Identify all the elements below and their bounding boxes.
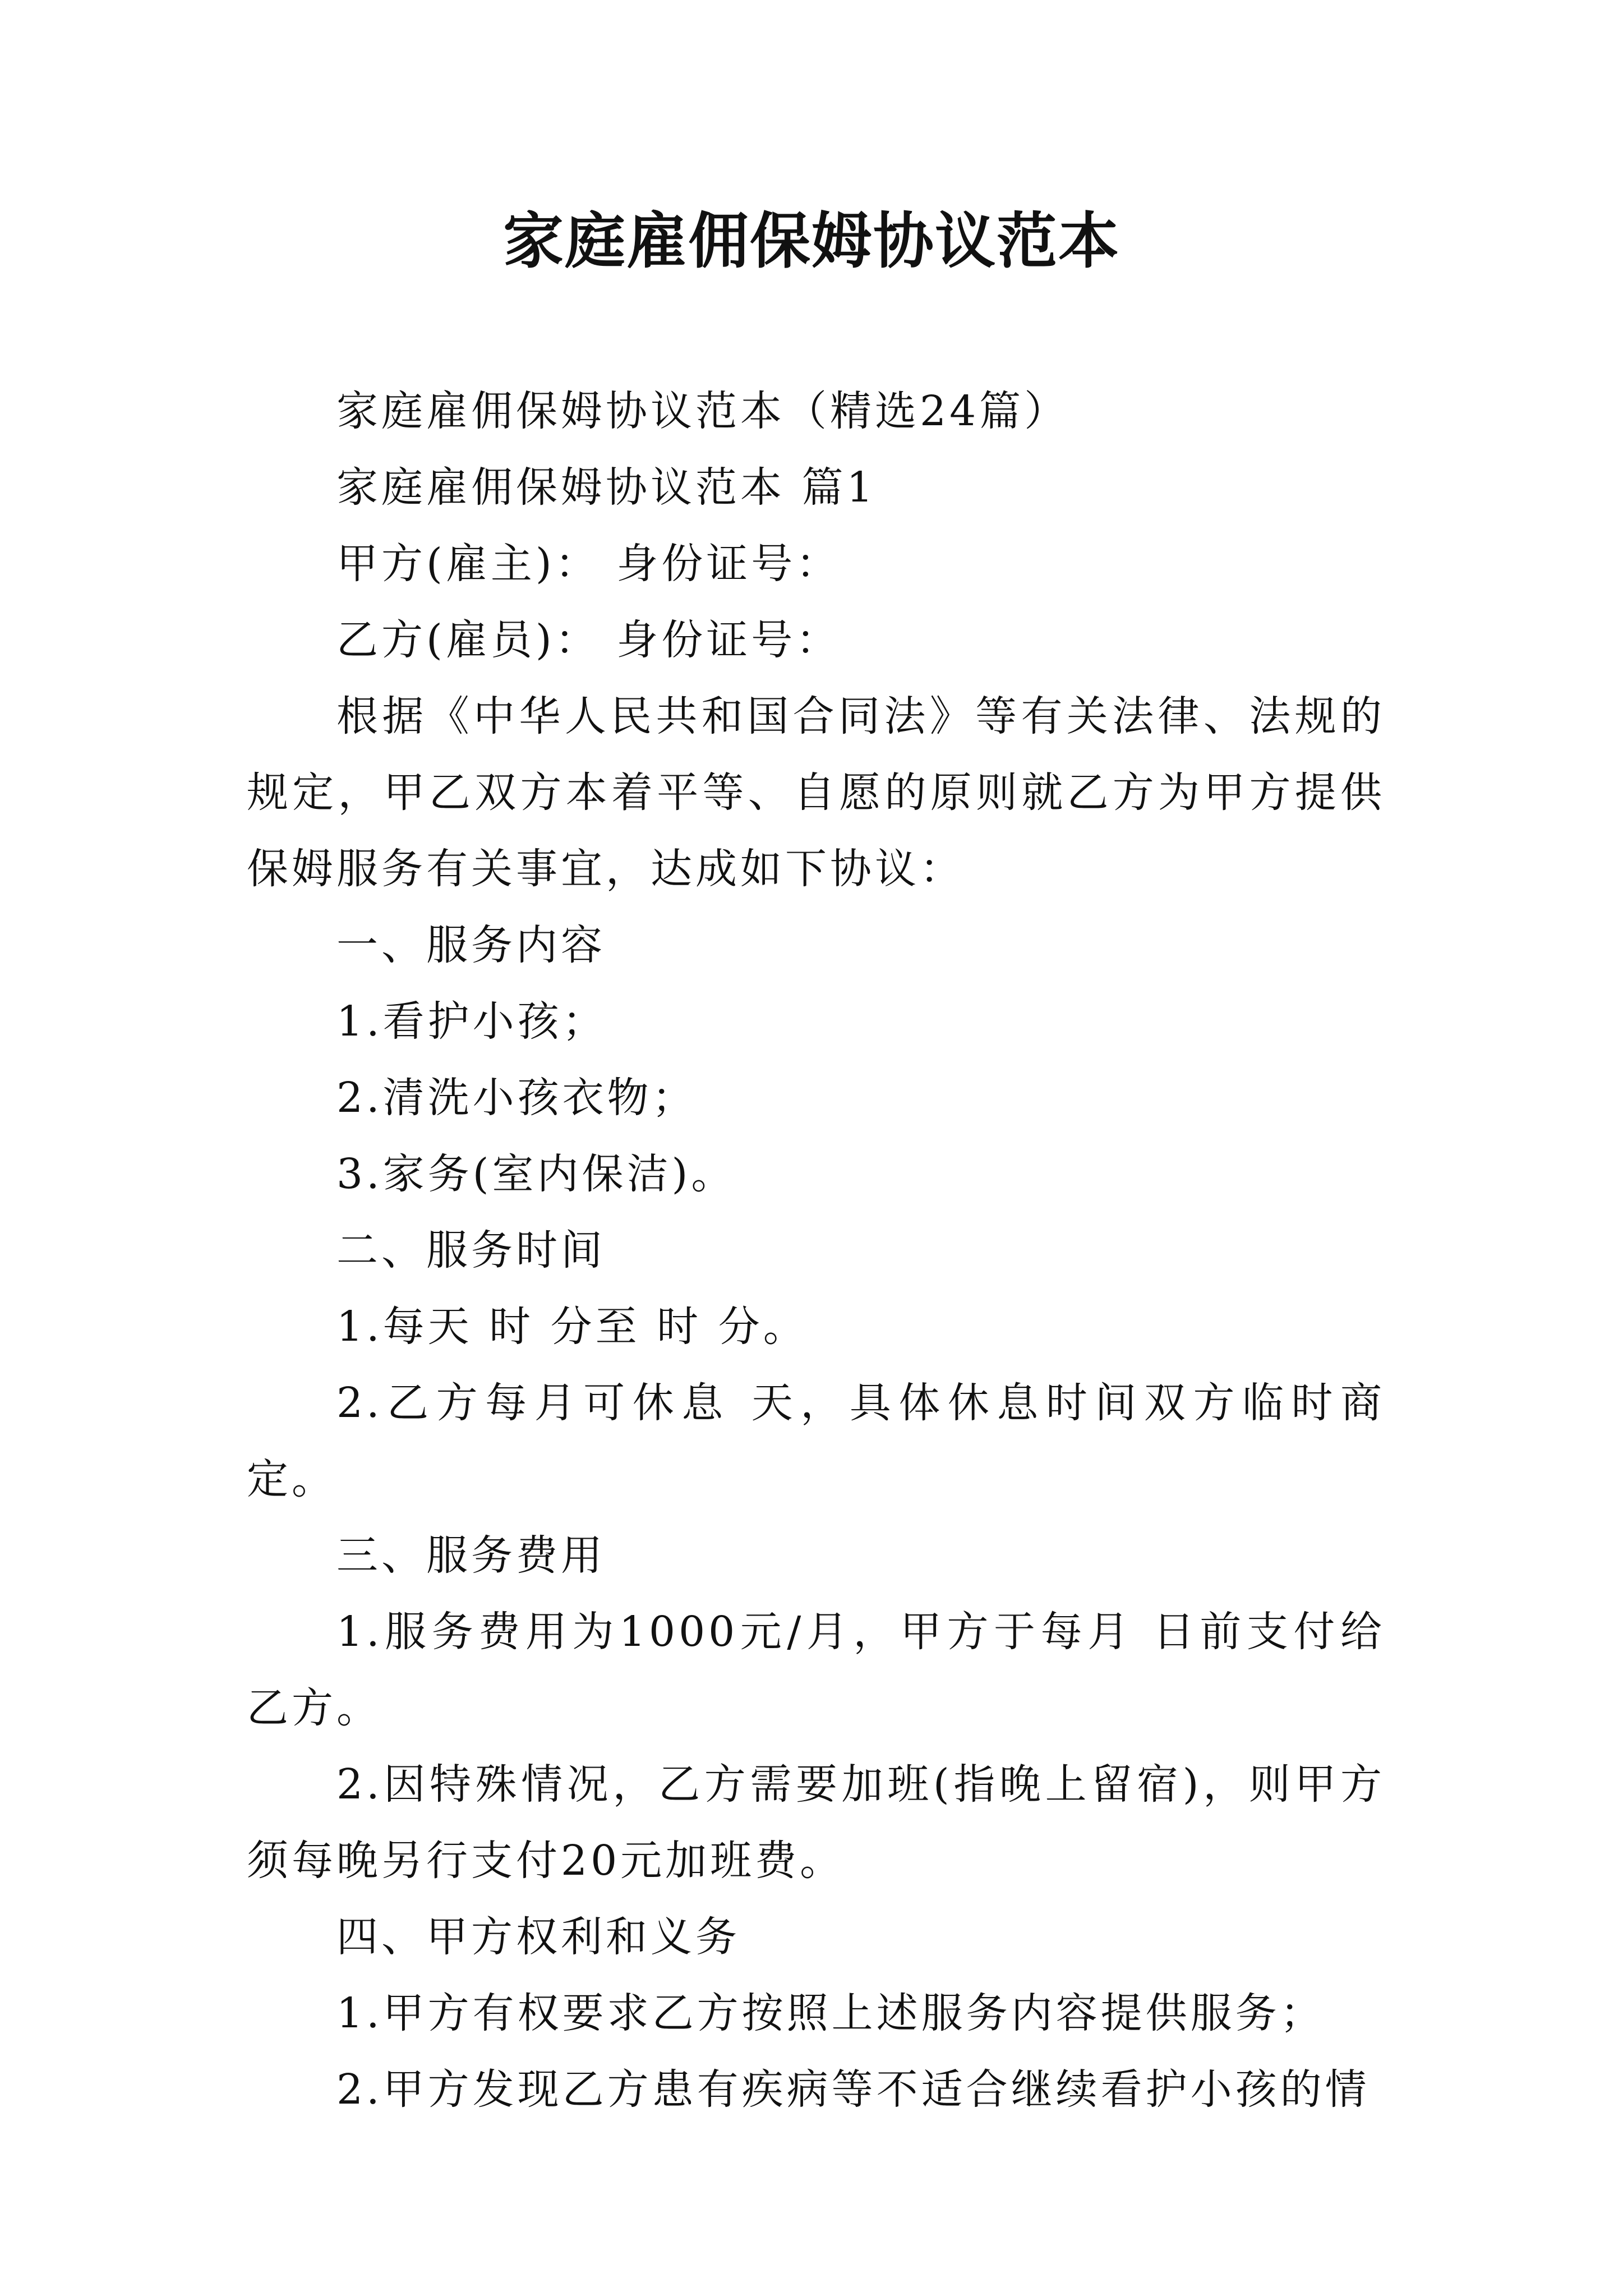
list-item: 1.看护小孩；: [336, 997, 607, 1046]
list-item: 1.服务费用为1000元/月，甲方于每月 日前支付给乙方。: [247, 1608, 1385, 1732]
paragraph-subtitle: 家庭雇佣保姆协议范本（精选24篇）: [336, 387, 1069, 435]
list-item: 2.因特殊情况，乙方需要加班(指晚上留宿)，则甲方须每晚另行支付20元加班费。: [247, 1760, 1385, 1885]
heading-party-a-rights: 四、甲方权利和义务: [336, 1913, 740, 1961]
heading-service-time: 二、服务时间: [336, 1226, 606, 1274]
list-item: 1.每天 时 分至 时 分。: [336, 1303, 808, 1351]
heading-service-fee: 三、服务费用: [336, 1531, 606, 1580]
list-item: 1.甲方有权要求乙方按照上述服务内容提供服务；: [336, 1989, 1325, 2037]
list-item: 2.乙方每月可休息 天，具体休息时间双方临时商定。: [247, 1379, 1385, 1503]
paragraph-section-heading: 家庭雇佣保姆协议范本 篇1: [336, 463, 877, 512]
list-item: 3.家务(室内保洁)。: [336, 1150, 736, 1198]
paragraph-party-b: 乙方(雇员)： 身份证号：: [336, 616, 841, 664]
list-item: 2.清洗小孩衣物；: [336, 1074, 697, 1122]
heading-service-content: 一、服务内容: [336, 921, 606, 969]
document-body: [247, 373, 1385, 2128]
paragraph-party-a: 甲方(雇主)： 身份证号：: [336, 540, 841, 588]
paragraph-preamble: 根据《中华人民共和国合同法》等有关法律、法规的规定，甲乙双方本着平等、自愿的原则就乙方为甲方提供保姆服务有关事宜，达成如下协议：: [247, 692, 1385, 893]
list-item: 2.甲方发现乙方患有疾病等不适合继续看护小孩的情: [336, 2065, 1370, 2114]
document-title: 家庭雇佣保姆协议范本: [502, 206, 1120, 277]
